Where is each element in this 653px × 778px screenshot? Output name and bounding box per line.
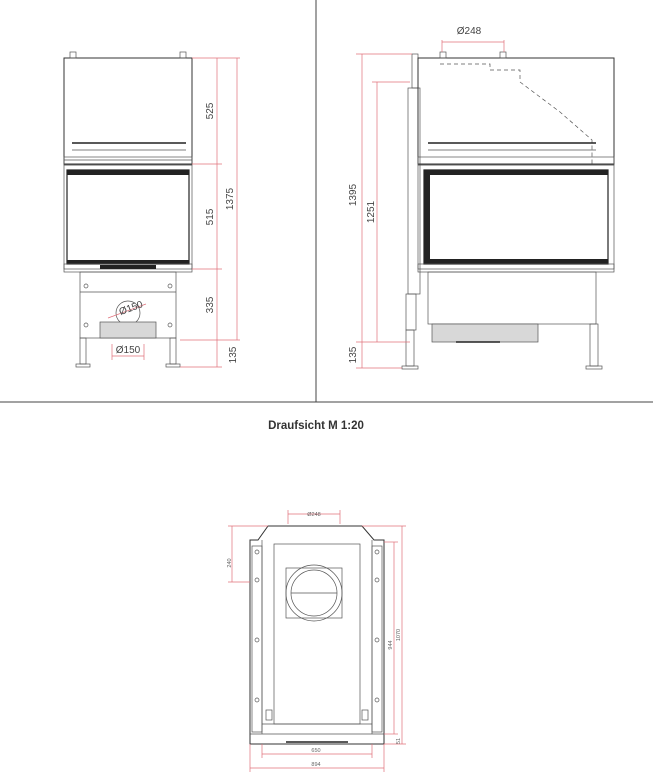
front-dim-lower: 335 [205, 296, 216, 314]
top-dim-width-total: 894 [311, 762, 321, 768]
side-upper-housing [418, 58, 614, 164]
side-dim-total: 1395 [348, 183, 359, 207]
front-glass [67, 170, 189, 264]
front-dim-total: 1375 [225, 187, 236, 211]
side-flue-outline [440, 64, 592, 164]
side-dim-inner: 1251 [366, 200, 377, 224]
top-outer-outline [250, 526, 384, 744]
front-bottom-flue-label: Ø150 [115, 345, 141, 356]
side-glass [424, 170, 608, 264]
front-dim-upper: 525 [205, 102, 216, 120]
side-dim-feet: 135 [348, 346, 359, 364]
front-upper-housing [64, 58, 192, 164]
top-view-title: Draufsicht M 1:20 [268, 420, 364, 432]
top-view [227, 510, 406, 772]
top-inner-box [274, 544, 360, 724]
side-air-box [432, 324, 538, 342]
front-dim-feet: 135 [228, 346, 239, 364]
side-view [348, 26, 614, 369]
front-view [64, 52, 240, 367]
side-flue-label: Ø248 [456, 26, 482, 37]
side-base-frame [428, 272, 596, 324]
top-dim-bottom-small: 51 [396, 737, 402, 745]
front-dim-middle: 515 [205, 208, 216, 226]
front-flue-label: Ø150 [117, 299, 145, 319]
top-dim-left: 240 [227, 558, 233, 568]
top-dim-depth-inner: 944 [388, 640, 394, 650]
top-dim-flue: Ø248 [307, 512, 321, 518]
top-dim-width-inner: 650 [311, 748, 321, 754]
front-bolt-right [180, 52, 186, 58]
front-bolt-left [70, 52, 76, 58]
top-dim-depth-total: 1070 [396, 628, 402, 642]
